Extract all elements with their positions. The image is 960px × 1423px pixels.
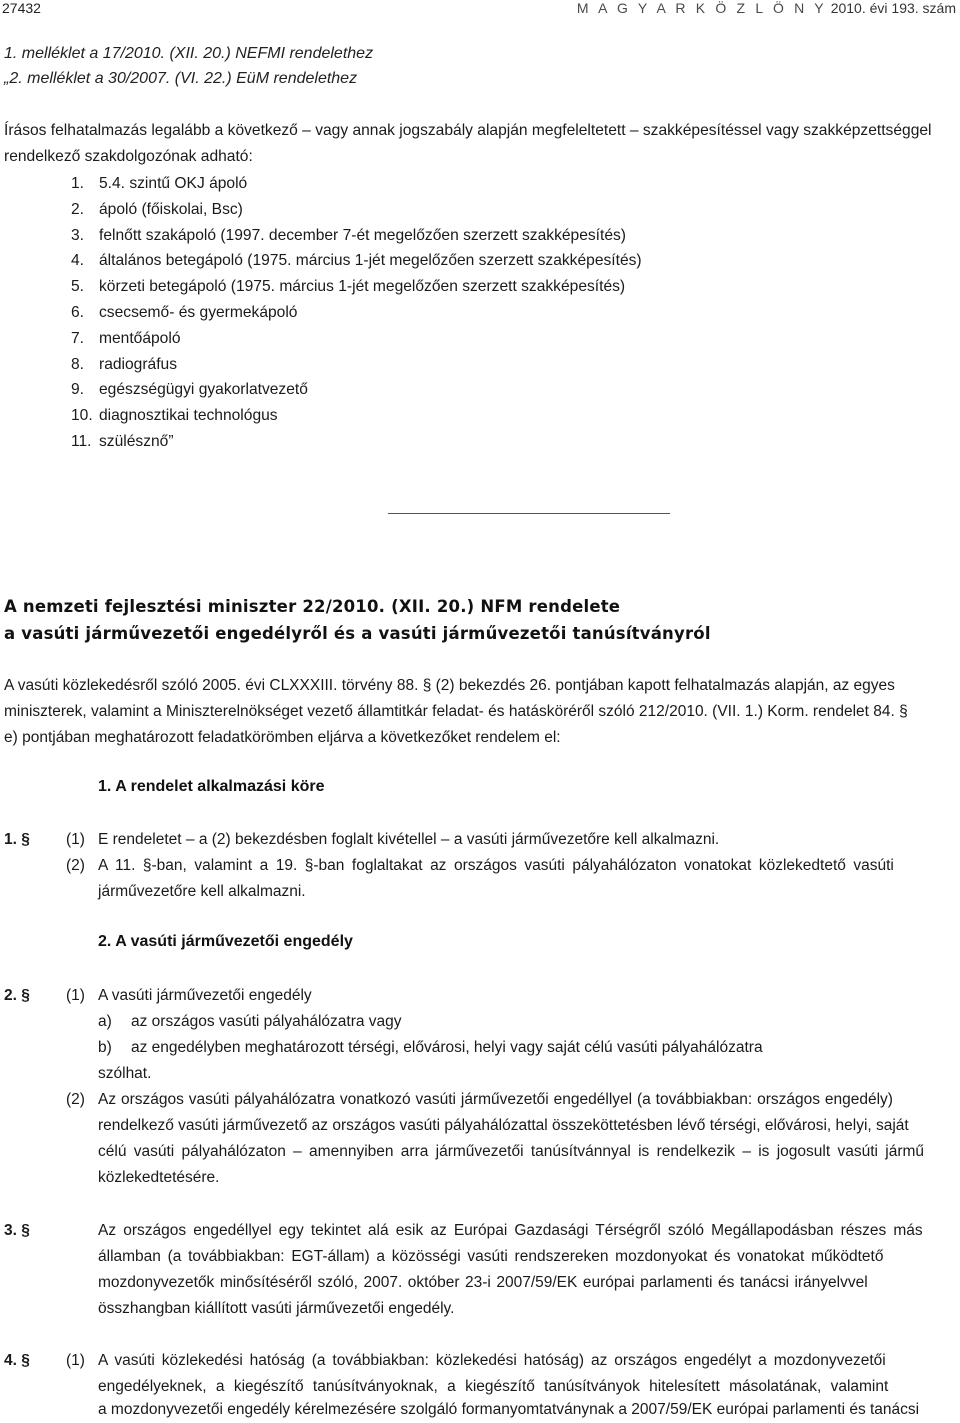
- page-number: 27432: [2, 0, 41, 16]
- section-4-line-2: engedélyeknek, a kiegészítő tanúsítványoknak, a kiegészítő tanúsítványok hitelesített másolatának, valamint: [98, 1378, 889, 1395]
- section-1-para-2-line-1: A 11. §-ban, valamint a 19. §-ban foglaltakat az országos vasúti pályahálózaton vonatokat közlekedtető vasúti: [98, 857, 894, 874]
- qualification-item: [71, 248, 642, 274]
- section-4-line-3: a mozdonyvezetői engedély kérelmezésére szolgáló formanyomtatványnak a 2007/59/EK európai parlamenti és tanácsi: [98, 1401, 920, 1418]
- section-2-para-2-line-4: közlekedtetésére.: [98, 1169, 220, 1186]
- qualification-text: szülésznő”: [99, 433, 174, 450]
- qualification-number: 3.: [71, 227, 85, 244]
- section-4-label: 4. §: [4, 1352, 30, 1369]
- section-3-label: 3. §: [4, 1222, 30, 1239]
- qualification-text: mentőápoló: [99, 330, 181, 347]
- section-1-para-2-line-2: járművezetőre kell alkalmazni.: [98, 883, 306, 900]
- qualification-item: [71, 352, 177, 378]
- qualification-item: [71, 326, 181, 352]
- qualification-text: felnőtt szakápoló (1997. december 7-ét megelőzően szerzett szakképesítés): [99, 227, 627, 244]
- qualification-item: [71, 274, 625, 300]
- section-3-line-3: mozdonyvezetők minősítéséről szóló, 2007. október 23-i 2007/59/EK európai parlamenti és tanácsi irányelvvel: [98, 1274, 868, 1291]
- qualification-text: ápoló (főiskolai, Bsc): [99, 201, 243, 218]
- annex-line-1: 1. melléklet a 17/2010. (XII. 20.) NEFMI rendelethez: [4, 45, 374, 62]
- section-2-para-2-line-3: célú vasúti pályahálózaton – amennyiben arra járművezetői tanúsítvánnyal is rendelkezik – is jogosult vasúti jármű: [98, 1143, 925, 1160]
- qualification-text: általános betegápoló (1975. március 1-jét megelőzően szerzett szakképesítés): [99, 252, 642, 269]
- qualification-item: [71, 429, 174, 455]
- section-1-label: 1. §: [4, 831, 30, 848]
- journal-issue: 2010. évi 193. szám: [830, 0, 956, 16]
- qualification-number: 5.: [71, 278, 85, 295]
- qualification-text: csecsemő- és gyermekápoló: [99, 304, 298, 321]
- qualification-number: 8.: [71, 356, 85, 373]
- section-2-para-1-num: (1): [66, 987, 85, 1004]
- qualification-number: 7.: [71, 330, 85, 347]
- section-2-label: 2. §: [4, 987, 30, 1004]
- qualification-number: 4.: [71, 252, 85, 269]
- qualification-item: [71, 300, 297, 326]
- qualification-text: 5.4. szintű OKJ ápoló: [99, 175, 248, 192]
- annex-line-2: „2. melléklet a 30/2007. (VI. 22.) EüM rendelethez: [4, 70, 358, 87]
- section-2-para-2-line-2: rendelkező vasúti járművezető az országos vasúti pályahálózattal összeköttetésben lévő térségi, elővárosi, helyi, saját: [98, 1117, 909, 1134]
- section-2-point-a-label: a): [98, 1013, 112, 1030]
- section-2-para-2-num: (2): [66, 1091, 85, 1108]
- section-3-line-2: államban (a továbbiakban: EGT-állam) a közösségi vasúti rendszereken mozdonyokat és vonatokat működtető: [98, 1248, 884, 1265]
- section-4-para-1-num: (1): [66, 1352, 85, 1369]
- qualification-number: 9.: [71, 381, 85, 398]
- section-3-line-4: összhangban kiállított vasúti járművezetői engedély.: [98, 1300, 455, 1317]
- decree-title-line-2: a vasúti járművezetői engedélyről és a vasúti járművezetői tanúsítványról: [4, 624, 711, 643]
- intro-line-2: rendelkező szakdolgozónak adható:: [4, 148, 253, 165]
- qualification-item: [71, 171, 247, 197]
- qualification-number: 10.: [71, 407, 93, 424]
- section-2-para-2-line-1: Az országos vasúti pályahálózatra vonatkozó vasúti járművezetői engedéllyel (a továbbiakban: országos engedély): [98, 1091, 893, 1108]
- qualification-text: körzeti betegápoló (1975. március 1-jét megelőzően szerzett szakképesítés): [99, 278, 626, 295]
- qualification-item: [71, 403, 278, 429]
- qualification-number: 11.: [71, 433, 92, 450]
- journal-header: [577, 0, 956, 16]
- qualification-number: 6.: [71, 304, 85, 321]
- preamble-line-2: miniszterek, valamint a Miniszterelnökséget vezető államtitkár feladat- és hatásköréről szóló 212/2010. (VII. 1.) Korm. rendelet 84. §: [4, 703, 908, 720]
- section-3-line-1: Az országos engedéllyel egy tekintet alá esik az Európai Gazdasági Térségről szóló Megállapodásban részes más: [98, 1222, 923, 1239]
- section-2-point-b-label: b): [98, 1039, 112, 1056]
- section-1-para-1-num: (1): [66, 831, 85, 848]
- preamble-line-1: A vasúti közlekedésről szóló 2005. évi CLXXXIII. törvény 88. § (2) bekezdés 26. pontjában kapott felhatalmazás alapján, az egyes: [4, 677, 895, 694]
- section-2-para-1: A vasúti járművezetői engedély: [98, 987, 312, 1004]
- qualification-text: diagnosztikai technológus: [99, 407, 278, 424]
- qualification-item: [71, 377, 308, 403]
- qualification-number: 1.: [71, 175, 85, 192]
- chapter-2-heading: 2. A vasúti járművezetői engedély: [98, 933, 353, 950]
- section-4-line-1: A vasúti közlekedési hatóság (a továbbiakban: közlekedési hatóság) az országos engedélyt a mozdonyvezetői: [98, 1352, 886, 1369]
- section-2-point-b: az engedélyben meghatározott térségi, elővárosi, helyi vagy saját célú vasúti pályahálózatra: [131, 1039, 763, 1056]
- qualification-item: [71, 197, 243, 223]
- section-1-para-1: E rendeletet – a (2) bekezdésben foglalt kivétellel – a vasúti járművezetőre kell alkalmazni.: [98, 831, 720, 848]
- qualification-text: egészségügyi gyakorlatvezető: [99, 381, 308, 398]
- qualification-text: radiográfus: [99, 356, 178, 373]
- section-1-para-2-num: (2): [66, 857, 85, 874]
- section-divider: [388, 513, 670, 514]
- chapter-1-heading: 1. A rendelet alkalmazási köre: [98, 778, 325, 795]
- journal-name: M A G Y A R K Ö Z L Ö N Y: [576, 0, 827, 16]
- preamble-line-3: e) pontjában meghatározott feladatkörömben eljárva a következőket rendelem el:: [4, 729, 561, 746]
- section-2-tail: szólhat.: [98, 1065, 152, 1082]
- intro-line-1: Írásos felhatalmazás legalább a következő – vagy annak jogszabály alapján megfeleltetett – szakképesítéssel vagy szakképzettséggel: [4, 122, 932, 139]
- decree-title-line-1: A nemzeti fejlesztési miniszter 22/2010. (XII. 20.) NFM rendelete: [4, 597, 621, 616]
- qualification-item: [71, 223, 626, 249]
- qualification-number: 2.: [71, 201, 85, 218]
- section-2-point-a: az országos vasúti pályahálózatra vagy: [131, 1013, 402, 1030]
